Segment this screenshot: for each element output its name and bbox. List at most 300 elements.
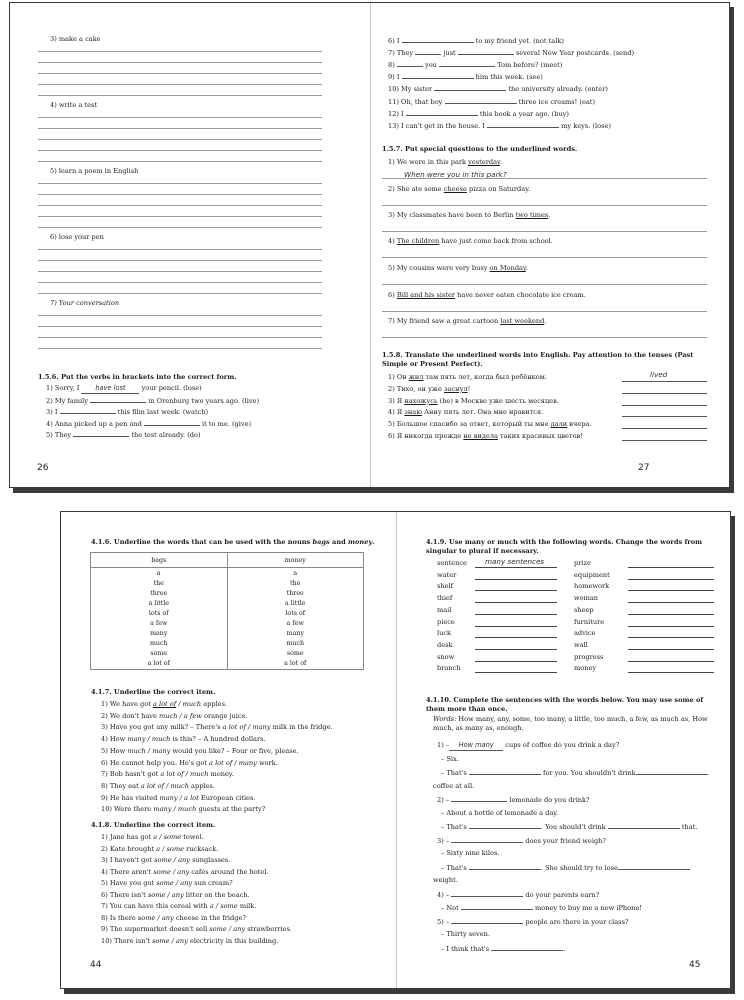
answer-line[interactable] <box>628 590 714 591</box>
exercise-item <box>388 36 564 46</box>
item-suffix: strawberries. <box>245 925 292 933</box>
answer-line[interactable] <box>622 405 707 406</box>
item-suffix: apples. <box>201 700 228 708</box>
word-right: homework <box>574 582 610 591</box>
writing-line[interactable] <box>38 84 322 85</box>
option-a[interactable]: some <box>147 890 166 899</box>
answer-line[interactable] <box>622 428 707 429</box>
column-header-money: money <box>227 553 364 568</box>
answer-blank[interactable] <box>445 97 517 104</box>
writing-line[interactable] <box>38 216 322 217</box>
page-spine <box>370 3 371 487</box>
exercise-item <box>388 397 559 406</box>
line-text: 1) – <box>437 741 450 749</box>
item-suffix: . <box>499 158 502 166</box>
exercise-item <box>388 60 562 70</box>
exercise-item <box>388 291 586 300</box>
item-prefix: 5) Have you got <box>101 879 157 887</box>
answer-line[interactable] <box>382 337 707 338</box>
answer-blank[interactable] <box>469 768 541 775</box>
exercise-line <box>433 782 474 791</box>
item-suffix: is this? – A hundred dollars. <box>170 735 266 744</box>
table-cell[interactable]: a <box>91 568 228 579</box>
line-text: 5) – <box>437 918 452 926</box>
option-separator: / <box>170 867 178 876</box>
item-suffix: Tom before? (meet) <box>495 61 563 70</box>
answer-blank[interactable] <box>487 121 559 128</box>
prompt-label: 4) write a test <box>50 101 98 109</box>
answer-blank[interactable] <box>451 795 507 802</box>
word-right: woman <box>574 594 599 603</box>
word-right: prize <box>574 559 591 567</box>
option-b[interactable]: any <box>171 890 184 899</box>
column-header-bags: bags <box>91 553 228 568</box>
item-suffix: sun cream? <box>192 879 233 887</box>
item-suffix: work. <box>256 758 278 767</box>
item-prefix: 5) They <box>46 431 74 440</box>
handwritten-answer[interactable]: have lost <box>81 384 139 394</box>
exercise-item <box>46 384 202 394</box>
option-a[interactable]: some <box>137 913 156 922</box>
option-a[interactable]: much <box>127 746 146 755</box>
option-a[interactable]: some <box>156 879 174 887</box>
writing-line[interactable] <box>38 139 322 140</box>
option-separator: / <box>155 913 162 922</box>
exercise-item <box>388 317 546 326</box>
bags-money-table <box>90 552 364 670</box>
item-prefix: 4) Я <box>388 408 405 417</box>
word-left: branch <box>437 664 461 673</box>
table-cell[interactable]: much <box>91 639 228 649</box>
option-separator: / <box>157 833 164 841</box>
prompt-label: 6) lose your pen <box>50 233 104 241</box>
answer-line[interactable] <box>622 393 707 394</box>
item-prefix: 7) My friend saw a great cartoon <box>388 317 501 325</box>
option-b[interactable]: much <box>182 700 202 708</box>
answer-line[interactable] <box>628 626 714 627</box>
table-cell[interactable]: a lot of <box>227 659 364 670</box>
answer-blank[interactable] <box>402 36 474 43</box>
word-right: progress <box>574 652 604 661</box>
table-cell[interactable]: a few <box>227 618 364 628</box>
line-text: . You should't drink <box>540 823 608 831</box>
exercise-4-1-7-title: 4.1.7. Underline the correct item. <box>91 688 216 696</box>
answer-blank[interactable] <box>491 944 566 953</box>
answer-blank[interactable] <box>469 863 541 870</box>
table-cell[interactable]: a <box>227 568 364 579</box>
writing-line[interactable] <box>38 73 322 74</box>
item-suffix: it to me. (give) <box>199 419 252 428</box>
underlined-word: on Monday <box>489 264 526 272</box>
answer-line[interactable] <box>475 637 557 638</box>
answer-blank[interactable] <box>60 407 116 414</box>
table-cell[interactable]: lots of <box>91 608 228 618</box>
item-prefix: 2) She ate some <box>388 185 444 193</box>
exercise-item <box>101 833 204 842</box>
item-prefix: 4) There aren't <box>101 867 154 876</box>
option-b[interactable]: many <box>252 723 271 732</box>
table-cell[interactable]: the <box>227 578 364 588</box>
underlined-word: знаю <box>404 408 422 417</box>
item-suffix: apples. <box>188 781 215 790</box>
answer-blank[interactable] <box>439 60 495 67</box>
item-prefix: 11) Oh, that boy <box>388 97 445 106</box>
option-separator: / <box>164 781 171 790</box>
item-prefix: 10) There isn't <box>101 936 153 945</box>
table-cell[interactable]: some <box>91 649 228 659</box>
page-number-left: 44 <box>90 960 102 970</box>
exercise-item <box>101 856 230 865</box>
item-suffix: European cities. <box>198 793 256 802</box>
option-separator: / <box>245 723 253 732</box>
answer-line[interactable] <box>475 614 557 615</box>
exercise-line <box>433 876 458 885</box>
answer-line[interactable] <box>628 661 714 662</box>
line-text: 2) – <box>437 796 452 804</box>
option-b[interactable]: any <box>178 856 190 864</box>
exercise-item <box>101 845 218 854</box>
option-a[interactable]: some <box>152 936 170 945</box>
answer-line[interactable] <box>628 602 714 603</box>
writing-line[interactable] <box>38 183 322 184</box>
word-left: shelf <box>437 582 454 591</box>
word-left: desk <box>437 640 453 649</box>
option-b[interactable]: any <box>233 925 246 933</box>
writing-line[interactable] <box>38 271 322 272</box>
exercise-line <box>441 863 690 873</box>
option-a[interactable]: a lot of <box>140 781 165 790</box>
answer-blank[interactable] <box>406 109 478 116</box>
table-cell[interactable]: the <box>91 578 228 588</box>
line-text: do your parents earn? <box>523 891 600 899</box>
handwritten-answer[interactable]: many sentences <box>485 557 545 566</box>
item-prefix: 9) He has visited <box>101 793 160 802</box>
answer-blank[interactable] <box>458 48 514 55</box>
prompt-label: 3) make a cake <box>50 35 101 43</box>
writing-line[interactable] <box>38 260 322 261</box>
underlined-word: The children <box>396 237 440 245</box>
answer-line[interactable] <box>475 672 557 673</box>
writing-line[interactable] <box>38 161 322 162</box>
option-separator: / <box>213 902 221 910</box>
handwritten-answer[interactable]: When were you in this park? <box>404 170 507 179</box>
answer-line[interactable] <box>475 649 557 650</box>
exercise-item <box>388 373 547 382</box>
writing-line[interactable] <box>38 128 322 129</box>
answer-blank[interactable] <box>90 396 146 403</box>
table-cell[interactable]: a lot of <box>91 659 228 670</box>
line-text: money to buy me a new iPhone! <box>532 904 642 912</box>
table-row <box>91 608 364 618</box>
answer-line[interactable] <box>628 567 714 568</box>
option-b[interactable]: any <box>176 936 188 945</box>
answer-line[interactable] <box>475 567 557 568</box>
option-a[interactable]: some <box>153 867 171 876</box>
table-cell[interactable]: some <box>227 649 364 659</box>
item-prefix: 6) <box>388 291 397 299</box>
answer-blank[interactable] <box>618 863 690 870</box>
exercise-item <box>101 805 265 814</box>
answer-blank[interactable] <box>636 768 708 775</box>
table-cell[interactable]: a few <box>91 618 228 628</box>
answer-line[interactable] <box>622 440 707 441</box>
exercise-line <box>441 755 459 764</box>
table-cell[interactable]: much <box>227 639 364 649</box>
exercise-line <box>441 930 490 939</box>
option-b[interactable]: some <box>220 902 238 910</box>
answer-line[interactable] <box>382 205 707 206</box>
answer-blank[interactable] <box>397 60 423 67</box>
item-suffix: . <box>548 211 551 219</box>
answer-blank[interactable] <box>73 430 129 437</box>
answer-blank[interactable] <box>434 84 506 91</box>
prompt-label: 7) Your conversation <box>50 299 120 307</box>
exercise-item <box>101 747 299 756</box>
exercise-item <box>388 264 528 273</box>
item-suffix: rucksack. <box>184 844 219 853</box>
answer-line[interactable] <box>382 257 707 258</box>
item-prefix: 5) Большое спасибо за ответ, который ты мне <box>388 420 551 429</box>
exercise-item <box>101 925 292 934</box>
word-bank: Words: How many, any, some, too many, a little, too much, a few, as much as, How much, as many as, enough. <box>433 715 708 732</box>
item-prefix: 13) I can't get in the house. I <box>388 121 488 130</box>
option-b[interactable]: any <box>177 867 190 876</box>
option-b[interactable]: much <box>190 770 209 779</box>
option-a[interactable]: a lot of <box>160 770 184 779</box>
answer-blank[interactable] <box>144 419 200 426</box>
item-suffix: him this week. (see) <box>473 73 543 82</box>
item-suffix: milk. <box>237 902 257 910</box>
writing-line[interactable] <box>38 95 322 96</box>
line-text: – That's <box>441 823 469 831</box>
answer-line[interactable] <box>628 637 714 638</box>
answer-line[interactable] <box>628 672 714 673</box>
exercise-line <box>441 822 697 832</box>
option-a[interactable]: a lot of <box>222 723 246 732</box>
item-suffix: several New Year postcards. (send) <box>513 49 635 58</box>
answer-blank[interactable] <box>469 822 541 829</box>
item-suffix: the university already. (enter) <box>506 85 608 94</box>
word-right: equipment <box>574 570 610 579</box>
writing-line[interactable] <box>38 194 322 195</box>
underlined-word: yesterday <box>468 158 500 166</box>
answer-line[interactable] <box>382 284 707 285</box>
answer-blank[interactable] <box>402 72 474 79</box>
handwritten-answer[interactable]: lived <box>650 370 668 379</box>
answer-line[interactable] <box>628 614 714 615</box>
exercise-line <box>441 768 708 778</box>
underlined-word: не видела <box>463 432 498 440</box>
option-a[interactable]: a lot of <box>152 700 177 708</box>
table-cell[interactable]: lots of <box>227 608 364 618</box>
item-prefix: 2) We don't have <box>101 711 159 720</box>
option-b[interactable]: much <box>177 805 197 814</box>
item-prefix: 9) The supermarket doesn't sell <box>101 925 210 933</box>
item-prefix: 4) How <box>101 735 128 744</box>
table-row <box>91 618 364 628</box>
option-a[interactable]: some <box>209 925 227 933</box>
answer-line[interactable] <box>622 416 707 417</box>
item-prefix: 6) He cannot help you. He's got <box>101 758 210 767</box>
writing-line[interactable] <box>38 348 322 349</box>
writing-line[interactable] <box>38 326 322 327</box>
exercise-line <box>437 836 606 846</box>
answer-blank[interactable] <box>415 48 441 55</box>
item-suffix: litter on the beach. <box>183 890 250 899</box>
answer-line[interactable] <box>475 626 557 627</box>
writing-line[interactable] <box>38 249 322 250</box>
underlined-word: дали <box>550 420 568 429</box>
line-text: . She should try to lose <box>540 864 618 872</box>
table-row <box>91 639 364 649</box>
answer-blank[interactable] <box>451 890 523 897</box>
table-row <box>91 568 364 579</box>
option-a[interactable]: a <box>153 833 158 841</box>
option-b[interactable]: some <box>163 833 182 841</box>
option-a[interactable]: much <box>159 711 178 720</box>
line-text: for you. You shouldn't drink <box>540 769 636 777</box>
option-b[interactable]: a few <box>183 711 202 720</box>
writing-line[interactable] <box>38 62 322 63</box>
writing-line[interactable] <box>38 337 322 338</box>
option-b[interactable]: much <box>151 735 171 744</box>
page-number-right: 45 <box>689 960 701 970</box>
option-b[interactable]: many <box>152 746 171 755</box>
option-a[interactable]: many <box>153 805 172 814</box>
option-b[interactable]: many <box>238 758 257 767</box>
exercise-line <box>441 849 499 858</box>
item-prefix: 1) Jane has got <box>101 833 154 841</box>
writing-line[interactable] <box>38 117 322 118</box>
item-suffix: electricity in this building. <box>187 936 279 945</box>
item-prefix: 1) Sorry, I <box>46 384 82 392</box>
item-suffix: this film last week. (watch) <box>115 408 209 417</box>
line-text: that. <box>679 823 698 831</box>
item-prefix: 4) Anna picked up a pen and <box>46 419 144 428</box>
answer-line[interactable] <box>475 661 557 662</box>
option-b[interactable]: some <box>166 844 185 853</box>
option-separator: / <box>145 746 153 755</box>
handwritten-answer[interactable]: How many <box>449 741 503 751</box>
option-b[interactable]: any <box>161 913 174 922</box>
answer-line[interactable] <box>622 381 707 382</box>
line-text: – That's <box>441 864 469 872</box>
item-prefix: 7) They <box>388 49 416 58</box>
exercise-item <box>388 432 583 441</box>
answer-line[interactable] <box>475 590 557 591</box>
exercise-item <box>46 407 208 417</box>
line-text: – Thirty seven. <box>441 930 491 938</box>
item-middle: you <box>422 61 440 70</box>
exercise-line <box>437 795 590 805</box>
exercise-line <box>441 809 558 818</box>
table-cell[interactable]: many <box>91 629 228 639</box>
item-prefix: 4) <box>388 237 397 245</box>
item-suffix: have just come back from school. <box>439 237 553 245</box>
item-suffix: там пять лет, когда был ребёнком. <box>423 373 547 381</box>
table-cell[interactable]: three <box>91 588 228 598</box>
option-separator: / <box>145 735 152 744</box>
answer-blank[interactable] <box>461 903 533 910</box>
answer-blank[interactable] <box>451 917 523 924</box>
item-prefix: 8) They eat <box>101 781 141 790</box>
writing-line[interactable] <box>38 150 322 151</box>
answer-line[interactable] <box>382 311 707 312</box>
line-text: 3) – <box>437 837 452 845</box>
writing-line[interactable] <box>38 315 322 316</box>
answer-blank[interactable] <box>608 822 680 829</box>
underlined-word: two times <box>515 211 549 219</box>
underlined-word: нахожусь <box>404 396 438 405</box>
item-prefix: 3) I <box>46 408 60 417</box>
exercise-item <box>388 121 611 131</box>
answer-line[interactable] <box>628 579 714 580</box>
item-prefix: 2) My family <box>46 396 91 405</box>
item-suffix: . <box>525 264 528 272</box>
exercise-item <box>388 408 543 417</box>
option-b[interactable]: much <box>170 781 189 790</box>
exercise-item <box>101 759 278 768</box>
option-a[interactable]: a <box>156 844 161 853</box>
option-b[interactable]: a lot <box>184 793 199 802</box>
item-prefix: 6) Я никогда прежде <box>388 432 464 440</box>
writing-line[interactable] <box>38 227 322 228</box>
table-cell[interactable]: a little <box>91 598 228 608</box>
item-suffix: guests at the party? <box>196 805 266 814</box>
exercise-4-1-9-title: 4.1.9. Use many or much with the following words. Change the words from singular to plural if necessary. <box>426 538 703 555</box>
writing-line[interactable] <box>38 293 322 294</box>
writing-line[interactable] <box>38 205 322 206</box>
item-suffix: таких красивых цветов! <box>497 432 583 440</box>
exercise-line <box>441 944 565 954</box>
word-left: thief <box>437 594 453 603</box>
answer-line[interactable] <box>475 602 557 603</box>
option-a[interactable]: a <box>209 902 214 910</box>
answer-blank[interactable] <box>451 836 523 843</box>
exercise-item <box>388 109 569 119</box>
table-cell[interactable]: three <box>227 588 364 598</box>
item-suffix: this book a year ago. (buy) <box>477 109 569 118</box>
underlined-word: заснул <box>443 384 468 393</box>
exercise-item <box>388 72 543 82</box>
option-b[interactable]: any <box>180 879 193 887</box>
table-row <box>91 598 364 608</box>
exercise-line <box>437 741 619 751</box>
answer-line[interactable] <box>628 649 714 650</box>
table-cell[interactable]: a little <box>227 598 364 608</box>
option-a[interactable]: many <box>127 735 146 744</box>
table-cell[interactable]: many <box>227 629 364 639</box>
option-a[interactable]: many <box>159 793 178 802</box>
exercise-item <box>101 723 333 732</box>
writing-line[interactable] <box>38 51 322 52</box>
exercise-item <box>101 794 255 803</box>
answer-line[interactable] <box>382 231 707 232</box>
item-suffix: cafés around the hotel. <box>189 867 269 876</box>
line-text: . <box>563 945 566 953</box>
option-a[interactable]: a lot of <box>209 758 233 767</box>
item-prefix: 1) Он <box>388 373 409 381</box>
word-left: water <box>437 570 457 579</box>
exercise-line <box>437 917 629 927</box>
item-prefix: 7) You can have this cereal with <box>101 902 210 910</box>
item-suffix: ! <box>467 384 471 393</box>
writing-line[interactable] <box>38 282 322 283</box>
option-a[interactable]: some <box>154 856 172 864</box>
answer-line[interactable] <box>475 579 557 580</box>
item-suffix: . <box>544 317 547 325</box>
table-row <box>91 578 364 588</box>
